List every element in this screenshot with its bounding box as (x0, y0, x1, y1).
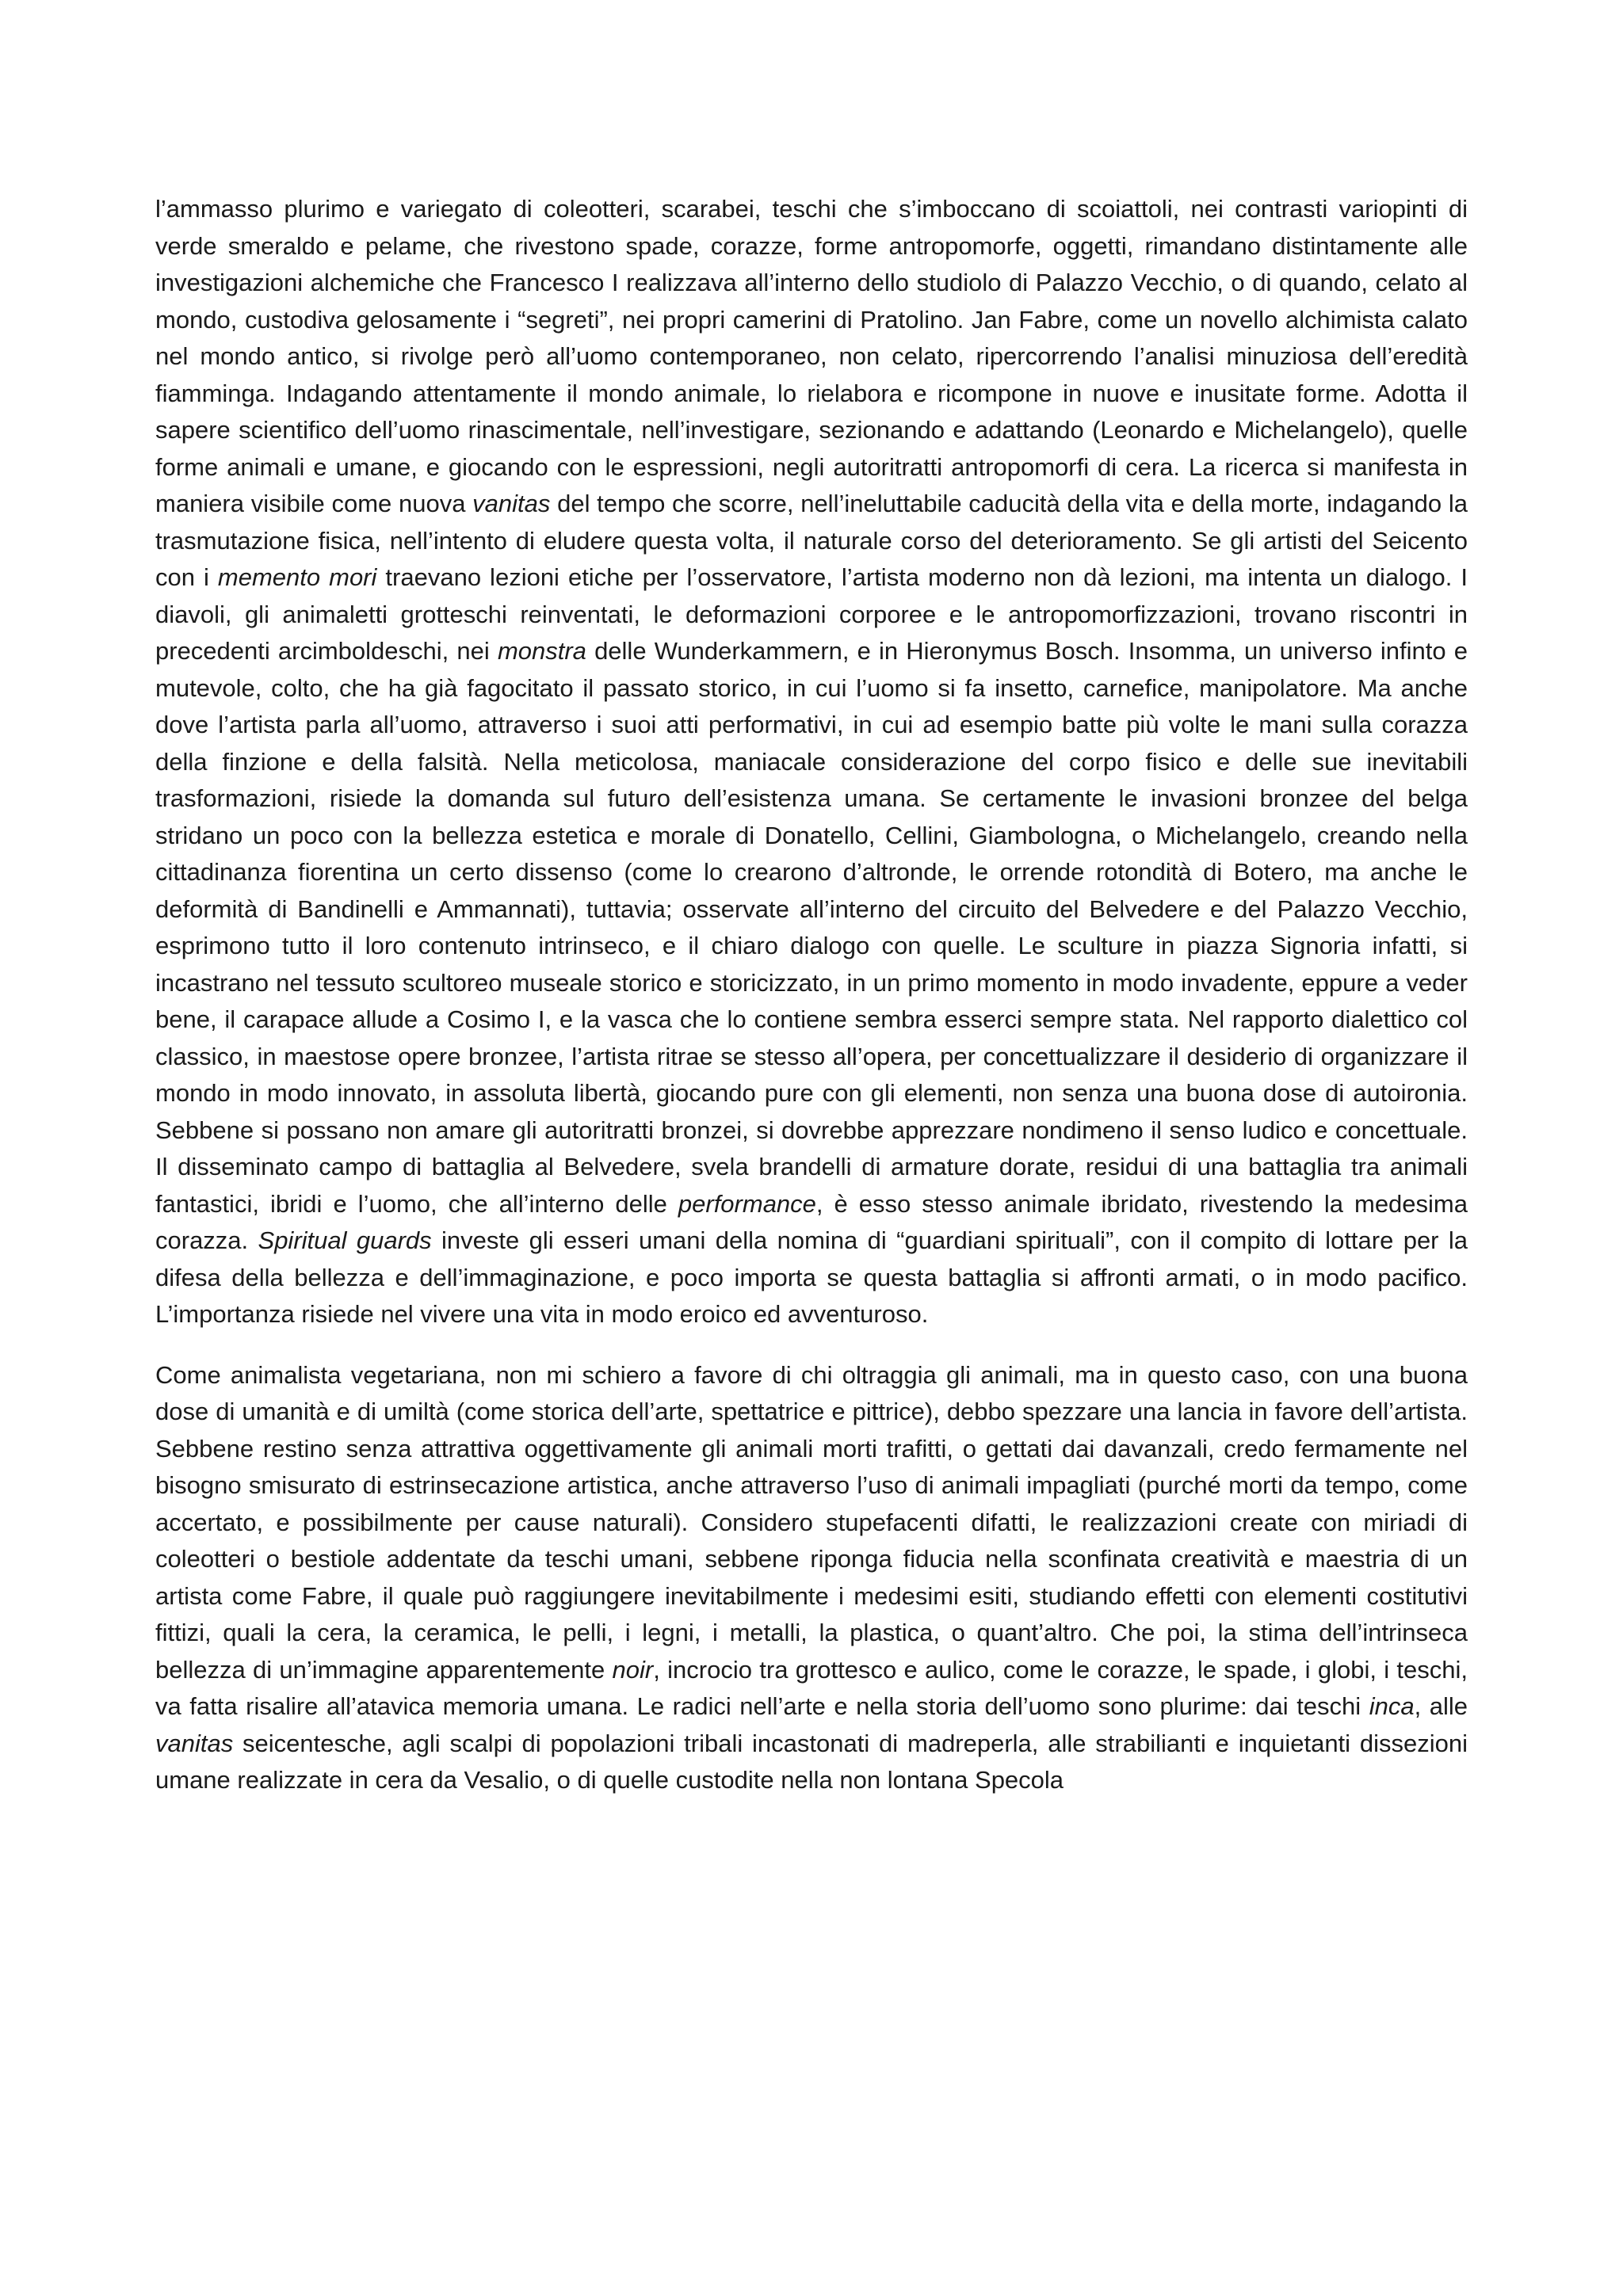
italic-run-monstra: monstra (497, 637, 586, 665)
text-run: delle Wunderkammern, e in Hieronymus Bosch. Insomma, un universo infinto e mutevole, colto, che ha già fagocitato il passato storico, in cui l’uomo si fa insetto, carnefice, manipolatore. Ma anche dove l’artista parla all’uomo, attraverso i suoi atti performativi, in cui ad esempio batte più volte le mani sulla corazza della finzione e della falsità. Nella meticolosa, maniacale considerazione del corpo fisico e delle sue inevitabili trasformazioni, risiede la domanda sul futuro dell’esistenza umana. Se certamente le invasioni bronzee del belga stridano un poco con la bellezza estetica e morale di Donatello, Cellini, Giambologna, o Michelangelo, creando nella cittadinanza fiorentina un certo dissenso (come lo crearono d’altronde, le orrende rotondità di Botero, ma anche le deformità di Bandinelli e Ammannati), tuttavia; osservate all’interno del circuito del Belvedere e del Palazzo Vecchio, esprimono tutto il loro contenuto intrinseco, e il chiaro dialogo con quelle. Le sculture in piazza Signoria infatti, si incastrano nel tessuto scultoreo museale storico e storicizzato, in un primo momento in modo invadente, eppure a veder bene, il carapace allude a Cosimo I, e la vasca che lo contiene sembra esserci sempre stata. Nel rapporto dialettico col classico, in maestose opere bronzee, l’artista ritrae se stesso all’opera, per concettualizzare il desiderio di organizzare il mondo in modo innovato, in assoluta libertà, giocando pure con gli elementi, non senza una buona dose di autoironia. Sebbene si possano non amare gli autoritratti bronzei, si dovrebbe apprezzare nondimeno il senso ludico e concettuale. Il disseminato campo di battaglia al Belvedere, svela brandelli di armature dorate, residui di una battaglia tra animali fantastici, ibridi e l’uomo, che all’interno delle (155, 637, 1468, 1218)
italic-run-vanitas: vanitas (472, 490, 551, 517)
italic-run-vanitas: vanitas (155, 1729, 234, 1757)
italic-run-memento-mori: memento mori (217, 563, 377, 591)
paragraph-2 (155, 1357, 1468, 1799)
text-run: , incrocio tra grottesco e aulico, come le corazze, le spade, i globi, i teschi, va fatta risalire all’atavica memoria umana. Le radici nell’arte e nella storia dell’uomo sono plurime: dai teschi (155, 1655, 1468, 1720)
text-run: , è esso stesso animale ibridato, rivestendo la medesima corazza. (155, 1189, 1468, 1254)
document-page (155, 191, 1468, 1799)
text-run: del tempo che scorre, nell’ineluttabile caducità della vita e della morte, indagando la trasmutazione fisica, nell’intento di eludere questa volta, il naturale corso del deterioramento. Se gli artisti del Seicento con i (155, 490, 1468, 591)
italic-run-performance: performance (678, 1189, 816, 1218)
text-run: traevano lezioni etiche per l’osservatore, l’artista moderno non dà lezioni, ma intenta un dialogo. I diavoli, gli animaletti grotteschi reinventati, le deformazioni corporee e le antropomorfizzazioni, trovano riscontri in precedenti arcimboldeschi, nei (155, 563, 1468, 665)
italic-run-inca: inca (1369, 1692, 1415, 1720)
italic-run-spiritual-guards: Spiritual guards (258, 1226, 432, 1254)
text-run: , alle (1414, 1692, 1468, 1720)
paragraph-1 (155, 191, 1468, 1333)
text-run: seicentesche, agli scalpi di popolazioni tribali incastonati di madreperla, alle strabilianti e inquietanti dissezioni umane realizzate in cera da Vesalio, o di quelle custodite nella non lontana Specola (155, 1729, 1468, 1794)
text-run: Come animalista vegetariana, non mi schiero a favore di chi oltraggia gli animali, ma in questo caso, con una buona dose di umanità e di umiltà (come storica dell’arte, spettatrice e pittrice), debbo spezzare una lancia in favore dell’artista. Sebbene restino senza attrattiva oggettivamente gli animali morti trafitti, o gettati dai davanzali, credo fermamente nel bisogno smisurato di estrinsecazione artistica, anche attraverso l’uso di animali impagliati (purché morti da tempo, come accertato, e possibilmente per cause naturali). Considero stupefacenti difatti, le realizzazioni create con miriadi di coleotteri o bestiole addentate da teschi umani, sebbene riponga fiducia nella sconfinata creatività e maestria di un artista come Fabre, il quale può raggiungere inevitabilmente i medesimi esiti, studiando effetti con elementi costitutivi fittizi, quali la cera, la ceramica, le pelli, i legni, i metalli, la plastica, o quant’altro. Che poi, la stima dell’intrinseca bellezza di un’immagine apparentemente (155, 1360, 1468, 1684)
text-run: l’ammasso plurimo e variegato di coleotteri, scarabei, teschi che s’imboccano di scoiattoli, nei contrasti variopinti di verde smeraldo e pelame, che rivestono spade, corazze, forme antropomorfe, oggetti, rimandano distintamente alle investigazioni alchemiche che Francesco I realizzava all’interno dello studiolo di Palazzo Vecchio, o di quando, celato al mondo, custodiva gelosamente i “segreti”, nei propri camerini di Pratolino. Jan Fabre, come un novello alchimista calato nel mondo antico, si rivolge però all’uomo contemporaneo, non celato, ripercorrendo l’analisi minuziosa dell’eredità fiamminga. Indagando attentamente il mondo animale, lo rielabora e ricompone in nuove e inusitate forme. Adotta il sapere scientifico dell’uomo rinascimentale, nell’investigare, sezionando e adattando (Leonardo e Michelangelo), quelle forme animali e umane, e giocando con le espressioni, negli autoritratti antropomorfi di cera. La ricerca si manifesta in maniera visibile come nuova (155, 195, 1468, 517)
text-run: investe gli esseri umani della nomina di “guardiani spirituali”, con il compito di lottare per la difesa della bellezza e dell’immaginazione, e poco importa se questa battaglia si affronti armati, o in modo pacifico. L’importanza risiede nel vivere una vita in modo eroico ed avventuroso. (155, 1226, 1468, 1328)
italic-run-noir: noir (612, 1655, 654, 1684)
